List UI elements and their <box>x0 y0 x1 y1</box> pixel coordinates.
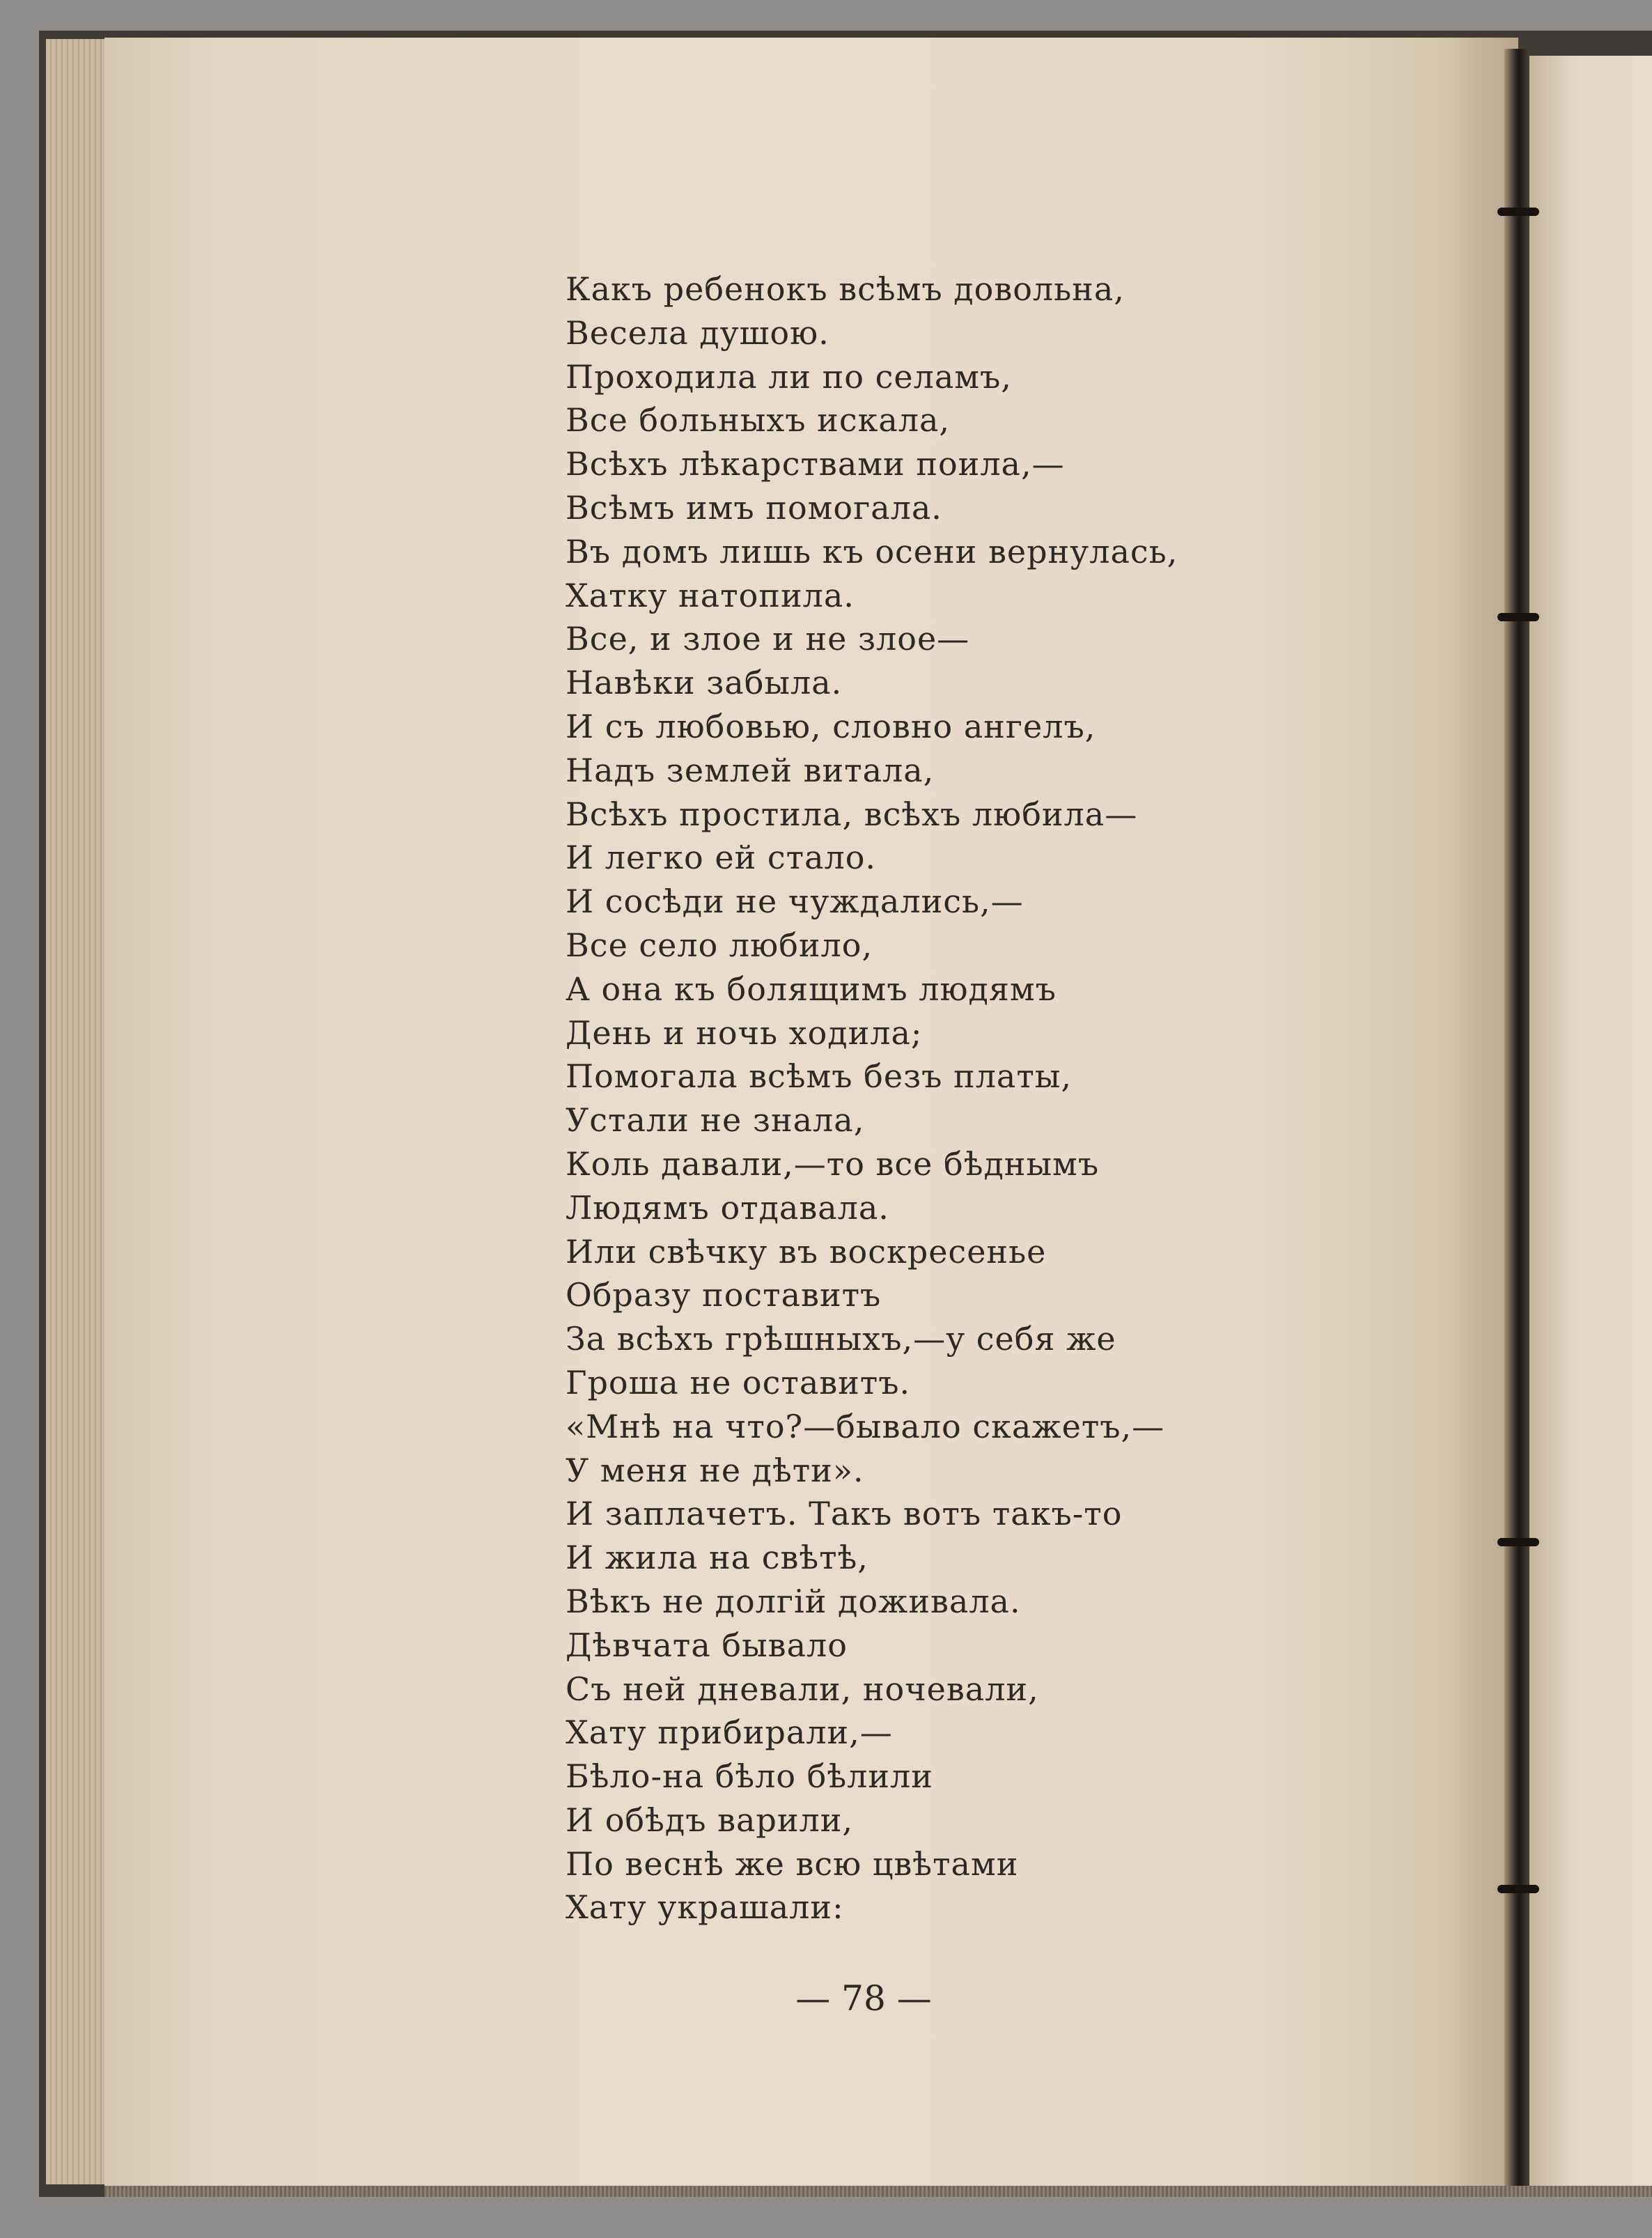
poem-line: Съ ней дневали, ночевали, <box>566 1670 1039 1708</box>
poem-line: По веснѣ же всю цвѣтами <box>566 1844 1019 1883</box>
facing-page <box>1529 56 1652 2187</box>
poem-line: А она къ болящимъ людямъ <box>566 970 1057 1008</box>
poem-line: Проходила ли по селамъ, <box>566 357 1012 396</box>
binding-stitch <box>1497 1885 1539 1893</box>
poem-line: И легко ей стало. <box>566 839 877 877</box>
poem-line: И заплачетъ. Такъ вотъ такъ-то <box>566 1495 1123 1533</box>
poem-line: Дѣвчата бывало <box>566 1626 848 1664</box>
poem-line: Всѣмъ имъ помогала. <box>566 488 942 527</box>
poem-line: Весела душою. <box>566 313 829 352</box>
poem-line: Хату украшали: <box>566 1888 844 1927</box>
poem-line: И жила на свѣтѣ, <box>566 1539 868 1577</box>
poem-text <box>566 267 1401 1929</box>
binding-stitch <box>1497 613 1539 621</box>
poem-line: Въ домъ лишь къ осени вернулась, <box>566 532 1178 570</box>
poem-line: Все больныхъ искала, <box>566 401 951 440</box>
poem-line: Хатку натопила. <box>566 576 855 614</box>
poem-line: Коль давали,—то все бѣднымъ <box>566 1144 1100 1183</box>
poem-line: Какъ ребенокъ всѣмъ довольна, <box>566 270 1125 308</box>
poem-line: Всѣхъ лѣкарствами поила,— <box>566 445 1065 483</box>
poem-line: У меня не дѣти». <box>566 1451 864 1489</box>
poem-line: Надъ землей витала, <box>566 751 935 789</box>
poem-line: Бѣло-на бѣло бѣлили <box>566 1757 933 1796</box>
poem-line: Все, и злое и не злое— <box>566 620 970 658</box>
poem-line: Все село любило, <box>566 926 873 964</box>
poem-line: День и ночь ходила; <box>566 1013 923 1052</box>
poem-line: Вѣкъ не долгій доживала. <box>566 1582 1021 1620</box>
poem-line: Устали не знала, <box>566 1101 865 1140</box>
poem-line: Всѣхъ простила, всѣхъ любила— <box>566 795 1138 833</box>
binding-stitch <box>1497 208 1539 216</box>
poem-line: И сосѣди не чуждались,— <box>566 883 1024 921</box>
poem-line: Или свѣчку въ воскресенье <box>566 1232 1047 1270</box>
poem-line: Хату прибирали,— <box>566 1714 893 1752</box>
poem-line: Навѣки забыла. <box>566 664 843 702</box>
poem-line: Образу поставитъ <box>566 1276 882 1314</box>
poem-line: Помогала всѣмъ безъ платы, <box>566 1057 1073 1096</box>
page-bottom-edge <box>104 2186 1652 2197</box>
poem-line: За всѣхъ грѣшныхъ,—у себя же <box>566 1320 1116 1358</box>
book-gutter <box>1504 49 1529 2187</box>
page-number: — 78 — <box>795 1978 932 2019</box>
poem-line: И обѣдъ варили, <box>566 1801 854 1839</box>
poem-line: Людямъ отдавала. <box>566 1188 889 1227</box>
binding-stitch <box>1497 1538 1539 1546</box>
poem-line: «Мнѣ на что?—бывало скажетъ,— <box>566 1407 1165 1445</box>
poem-line: Гроша не оставитъ. <box>566 1363 911 1401</box>
poem-line: И съ любовью, словно ангелъ, <box>566 707 1096 745</box>
